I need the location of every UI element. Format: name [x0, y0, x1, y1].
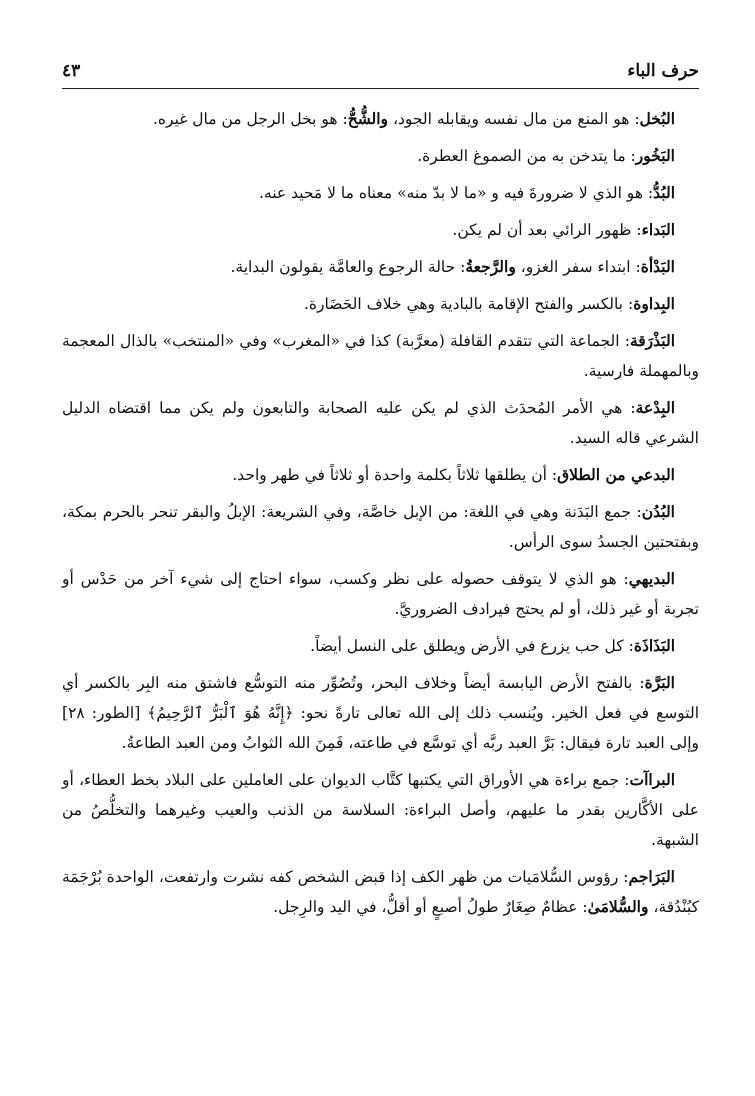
entry-term: البُخل [639, 109, 675, 128]
dictionary-entry: البراآت: جمع براءة هي الأوراق التي يكتبها كتَّاب الديوان على العاملين على البلاد بخط العطاء، أو على الأكَّارين بقدر ما عليهم، وأصل البراءة: السلاسة من الذنب والعيب وغيرهما والتخلُّصُ من الشبهة. [62, 770, 699, 849]
entry-term: البُدُّ [653, 183, 675, 202]
entry-term: البديهي [628, 569, 675, 588]
entry-term: البِدْعة [635, 398, 676, 417]
entry-term: البراآت [629, 770, 675, 789]
entry-definition: ما يتدخن به من الصموغ العطرة. [417, 147, 626, 165]
dictionary-entry: البَذَاذَة: كل حب يزرع في الأرض ويطلق على النسل أيضاً. [310, 636, 675, 655]
entry-term: البَخُور [635, 146, 675, 165]
entry-definition: جمع البَدَنة وهي في اللغة: من الإبل خاصَّة، وفي الشريعة: الإبلُ والبقر تنحر بالحرم بمكة، وبفتحتين الجسدُ سوى الرأس. [62, 503, 699, 551]
dictionary-entry: البُخل: هو المنع من مال نفسه ويقابله الجود، والشُّحُّ: هو بخل الرجل من مال غيره. [152, 109, 675, 128]
entry-term: البُدُن [641, 502, 675, 521]
dictionary-entry: البديهي: هو الذي لا يتوقف حصوله على نظر وكسب، سواء احتاج إلى شيء آخر من حَدْس أو تجربة أو غير ذلك، أو لم يحتج فيرادف الضروريَّ. [62, 569, 699, 618]
entry-term: البَداء [641, 220, 675, 239]
entry-definition: عظامٌ صِغَارٌ طولُ أصبعٍ أو أقلُّ، في اليد والرِجل. [273, 898, 578, 916]
entry-term: البَذْرَقة [629, 331, 675, 350]
dictionary-entry: البدعي من الطلاق: أن يطلقها ثلاثاً بكلمة واحدة أو ثلاثاً في طهر واحد. [232, 465, 675, 484]
dictionary-entry: البَرَّة: بالفتح الأرض اليابسة أيضاً وخلاف البحر، وتُصُوِّر منه التوسُّع فاشتق منه البِر بالكسر أي التوسع في فعل الخير. ويُنسب ذلك إلى الله تعالى تارةً نحو: ﴿إِنَّهُ هُوَ ٱلْبَرُّ ٱلرَّحِيمُ﴾ [الطور: ٢٨] وإلى العبد تارة فيقال: بَرَّ العبد ربَّه أي توسَّع في طاعته، فَمِنَ الله الثوابُ ومن العبد الطاعةُ. [62, 673, 699, 752]
dictionary-entry: البَرَاجم: رؤوس السُّلامَيات من ظهر الكف إذا قبض الشخص كفه نشرت وارتفعت، الواحدة بُرْجَمَة كبُنْدُقة، والسُّلامَىٰ: عظامٌ صِغَارٌ طولُ أصبعٍ أو أقلُّ، في اليد والرِجل. [62, 867, 699, 916]
entry-term: والسُّلامَىٰ [587, 897, 649, 916]
entry-definition: هو المنع من مال نفسه ويقابله الجود، [388, 110, 630, 128]
entry-definition: هو الذي لا ضرورةَ فيه و «ما لا بدّ منه» معناه ما لا مَحيد عنه. [258, 184, 643, 202]
page-number: ٤٣ [62, 61, 81, 81]
entry-term: والرَّجعةُ [465, 257, 516, 276]
dictionary-entry: البُدُّ: هو الذي لا ضرورةَ فيه و «ما لا بدّ منه» معناه ما لا مَحيد عنه. [258, 183, 675, 202]
entry-definition: هو الذي لا يتوقف حصوله على نظر وكسب، سواء احتاج إلى شيء آخر من حَدْس أو تجربة أو غير ذلك، أو لم يحتج فيرادف الضروريَّ. [62, 570, 699, 618]
entry-term: البِداوة [633, 294, 675, 313]
dictionary-entry: البُدُن: جمع البَدَنة وهي في اللغة: من الإبل خاصَّة، وفي الشريعة: الإبلُ والبقر تنحر بالحرم بمكة، وبفتحتين الجسدُ سوى الرأس. [62, 502, 699, 551]
entry-term: البدعي من الطلاق [557, 465, 675, 484]
entry-term: البَدْأة [640, 257, 675, 276]
dictionary-entry: البَداء: ظهور الرائي بعد أن لم يكن. [452, 220, 675, 239]
entry-term: البَرَاجم [628, 867, 675, 886]
entry-term: البَذَاذَة [633, 636, 675, 655]
dictionary-entry: البِدْعة: هي الأمر المُحدَث الذي لم يكن عليه الصحابة والتابعون ولم يكن مما اقتضاه الدليل الشرعي قاله السيد. [62, 398, 699, 447]
header-rule [62, 88, 699, 89]
dictionary-entry: البَذْرَقة: الجماعة التي تتقدم القافلة (معرَّبة) كذا في «المغرب» وفي «المنتخب» بالذال المعجمة وبالمهملة فارسية. [62, 331, 699, 380]
entry-definition: بالكسر والفتح الإقامة بالبادية وهي خلاف الحَضَارة. [303, 295, 624, 313]
dictionary-entry: البِداوة: بالكسر والفتح الإقامة بالبادية وهي خلاف الحَضَارة. [303, 294, 675, 313]
entry-definition: كل حب يزرع في الأرض ويطلق على النسل أيضاً. [310, 637, 624, 655]
entry-definition: ابتداء سفر الغزو، [515, 258, 631, 276]
entry-definition: ظهور الرائي بعد أن لم يكن. [452, 221, 632, 239]
running-header [62, 56, 699, 86]
entry-definition: جمع براءة هي الأوراق التي يكتبها كتَّاب الديوان على العاملين على البلاد بخط العطاء، أو على الأكَّارين بقدر ما عليهم، وأصل البراءة: السلاسة من الذنب والعيب وغيرهما والتخلُّصُ من الشبهة. [62, 771, 699, 849]
entry-definition: رؤوس السُّلامَيات من ظهر الكف إذا قبض الشخص كفه نشرت وارتفعت، الواحدة بُرْجَمَة كبُنْدُقة، [62, 868, 699, 916]
dictionary-entry: البَخُور: ما يتدخن به من الصموغ العطرة. [417, 146, 675, 165]
entry-definition: هي الأمر المُحدَث الذي لم يكن عليه الصحابة والتابعون ولم يكن مما اقتضاه الدليل الشرعي قاله السيد. [62, 399, 699, 447]
entry-definition: بالفتح الأرض اليابسة أيضاً وخلاف البحر، وتُصُوِّر منه التوسُّع فاشتق منه البِر بالكسر أي التوسع في فعل الخير. ويُنسب ذلك إلى الله تعالى تارةً نحو: ﴿إِنَّهُ هُوَ ٱلْبَرُّ ٱلرَّحِيمُ﴾ [الطور: ٢٨] وإلى العبد تارة فيقال: بَرَّ العبد ربَّه أي توسَّع في طاعته، فَمِنَ الله الثوابُ ومن العبد الطاعةُ. [62, 674, 699, 752]
entry-definition: حالة الرجوع والعامَّة يقولون البداية. [230, 258, 456, 276]
entry-term: والشُّحُّ [347, 109, 389, 128]
entry-term: البَرَّة [644, 673, 675, 692]
entry-definition: أن يطلقها ثلاثاً بكلمة واحدة أو ثلاثاً في طهر واحد. [232, 466, 547, 484]
entry-definition: الجماعة التي تتقدم القافلة (معرَّبة) كذا في «المغرب» وفي «المنتخب» بالذال المعجمة وبالمهملة فارسية. [62, 332, 699, 380]
entry-definition: هو بخل الرجل من مال غيره. [152, 110, 338, 128]
section-title: حرف الباء [627, 61, 699, 81]
dictionary-entry: البَدْأة: ابتداء سفر الغزو، والرَّجعةُ: حالة الرجوع والعامَّة يقولون البداية. [230, 257, 675, 276]
dictionary-entries [62, 104, 699, 929]
